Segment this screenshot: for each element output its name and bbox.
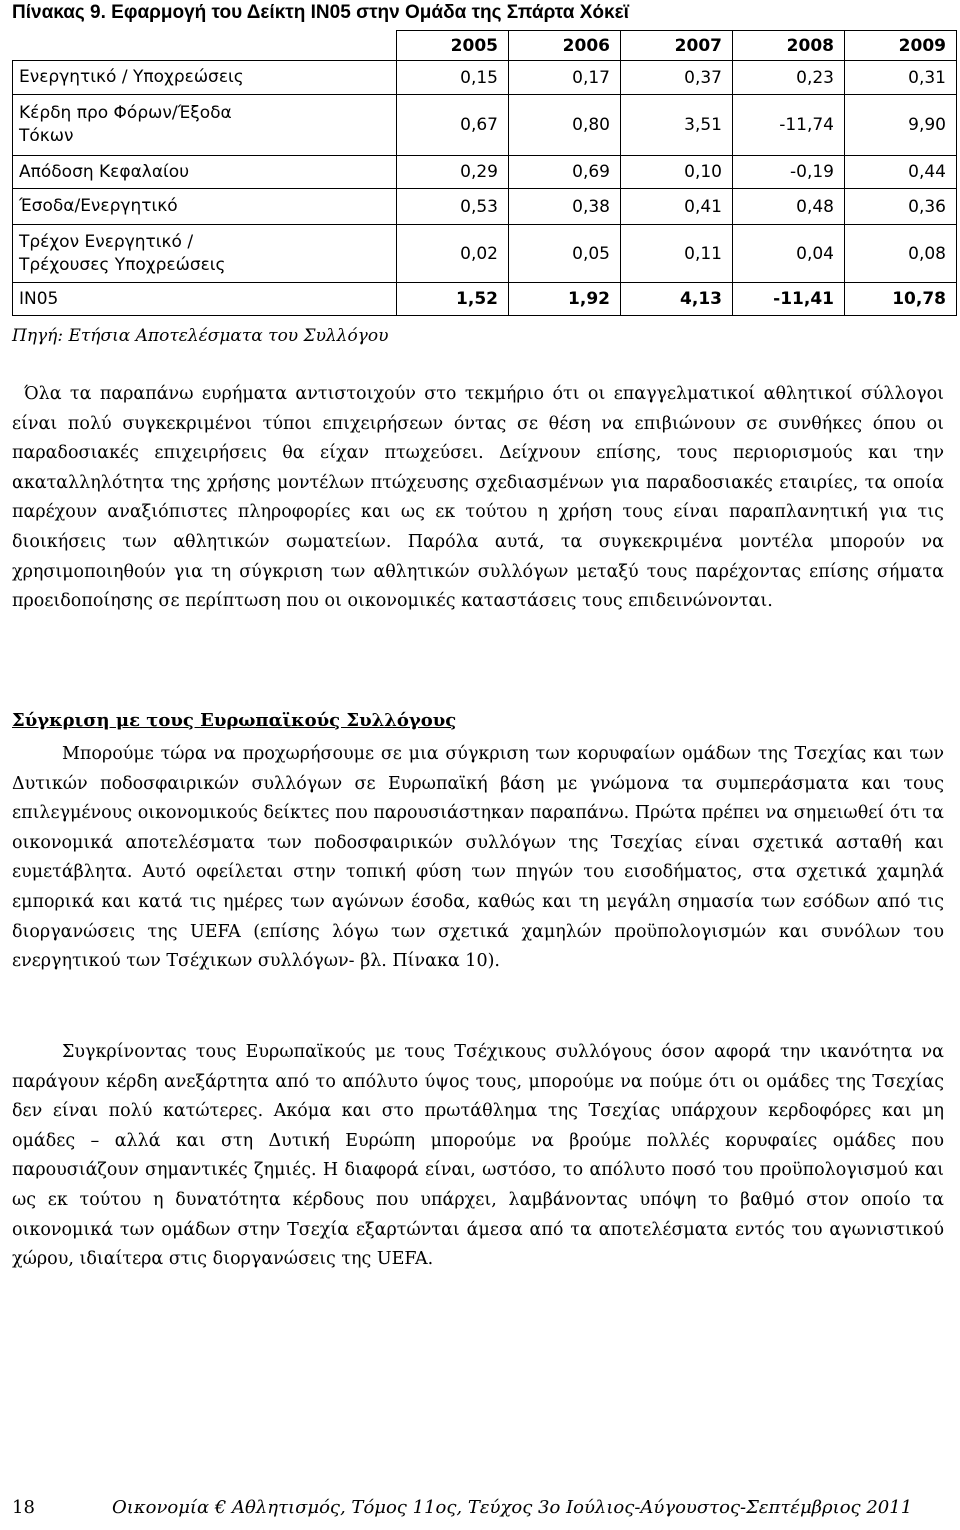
journal-reference: Οικονομία € Αθλητισμός, Τόμος 11ος, Τεύχος 3ο Ιούλιος-Αύγουστος-Σεπτέμβριος 2011 [112,1497,913,1518]
cell-value: 0,15 [397,61,509,95]
cell-value: 4,13 [621,283,733,316]
cell-value: 0,69 [509,156,621,189]
cell-value: 0,67 [397,95,509,156]
row-label-text: Κέρδη προ Φόρων/Έξοδα Τόκων [19,103,232,146]
cell-value: 0,41 [621,189,733,225]
row-label: Έσοδα/Ενεργητικό [13,189,397,225]
cell-value: 9,90 [845,95,957,156]
section-heading: Σύγκριση με τους Ευρωπαϊκούς Συλλόγους [12,710,457,731]
cell-value: 0,10 [621,156,733,189]
year-header: 2005 [397,31,509,61]
year-header: 2008 [733,31,845,61]
cell-value: 0,80 [509,95,621,156]
table-source: Πηγή: Ετήσια Αποτελέσματα του Συλλόγου [12,326,389,346]
cell-value: 0,02 [397,225,509,283]
table-row [13,95,957,156]
cell-value: 0,11 [621,225,733,283]
body-paragraph: Μπορούμε τώρα να προχωρήσουμε σε μια σύγκριση των κορυφαίων ομάδων της Τσεχίας και των Δυτικών ποδοσφαιρικών συλλόγων σε Ευρωπαϊκή βάση με γνώμονα τα συμπεράσματα και τους επιλεγμένους οικονομικούς δείκτες που παρουσιάστηκαν παραπάνω. Πρώτα πρέπει να σημειωθεί ότι τα οικονομικά αποτελέσματα των ποδοσφαιρικών συλλόγων της Τσεχίας είναι σχετικά ασταθή και ευμετάβλητα. Αυτό οφείλεται στην τοπική φύση των πηγών του εισοδήματος, στα σχετικά χαμηλά εμπορικά και κατά τις ημέρες των αγώνων έσοδα, καθώς και τη μεγάλη σημασία των εσόδων από τις διοργανώσεις της UEFA (επίσης λόγω των σχετικά χαμηλών προϋπολογισμών και συνόλων του ενεργητικού των Τσέχικων συλλόγων- βλ. Πίνακα 10). [12,744,944,972]
table-row [13,189,957,225]
year-header: 2009 [845,31,957,61]
year-header-row [13,31,957,61]
row-label-text: Τρέχον Ενεργητικό / Τρέχουσες Υποχρεώσεις [19,231,226,275]
year-header: 2007 [621,31,733,61]
cell-value: 1,92 [509,283,621,316]
cell-value: 0,29 [397,156,509,189]
table-caption: Πίνακας 9. Εφαρμογή του Δείκτη IN05 στην Ομάδα της Σπάρτα Χόκεϊ [12,2,629,23]
body-paragraph: Όλα τα παραπάνω ευρήματα αντιστοιχούν στο τεκμήριο ότι οι επαγγελματικοί αθλητικοί σύλλογοι είναι πολύ συγκεκριμένοι τύποι επιχειρήσεων όντας σε θέση να επιβιώνουν σε συνθήκες όπου οι παραδοσιακές επιχειρήσεις θα είχαν πτωχεύσει. Δείχνουν επίσης, τους περιορισμούς και την ακαταλληλότητα της χρήσης μοντέλων πτώχευσης σχεδιασμένων για παραδοσιακές εταιρίες, τα οποία παρέχουν αναξιόπιστες πληροφορίες και ως εκ τούτου η χρήση τους είναι παραπλανητική για τις διοικήσεις των αθλητικών σωματείων. Παρόλα αυτά, τα συγκεκριμένα μοντέλα μπορούν να χρησιμοποιηθούν για τη σύγκριση των αθλητικών συλλόγων μεταξύ τους παρέχοντας επίσης σήματα προειδοποίησης σε περίπτωση που οι οικονομικές καταστάσεις τους επιδεινώνονται. [12,384,944,612]
cell-value: 0,05 [509,225,621,283]
cell-value: 0,38 [509,189,621,225]
row-label: Απόδοση Κεφαλαίου [13,156,397,189]
cell-value: 0,53 [397,189,509,225]
cell-value: 0,48 [733,189,845,225]
cell-value: 1,52 [397,283,509,316]
cell-value: 0,04 [733,225,845,283]
cell-value: 0,17 [509,61,621,95]
year-header: 2006 [509,31,621,61]
page-number: 18 [12,1497,35,1518]
table-row-total [13,283,957,316]
cell-value: 0,23 [733,61,845,95]
cell-value: 0,08 [845,225,957,283]
cell-value: -0,19 [733,156,845,189]
cell-value: -11,74 [733,95,845,156]
cell-value: -11,41 [733,283,845,316]
body-paragraph: Συγκρίνοντας τους Ευρωπαϊκούς με τους Τσέχικους συλλόγους όσον αφορά την ικανότητα να παράγουν κέρδη ανεξάρτητα από το απόλυτο ύψος τους, μπορούμε να πούμε ότι οι ομάδες της Τσεχίας δεν είναι πολύ κατώτερες. Ακόμα και στο πρωτάθλημα της Τσεχίας υπάρχουν κερδοφόρες και μη ομάδες – αλλά και στη Δυτική Ευρώπη μπορούμε να βρούμε πολλές κορυφαίες ομάδες που παρουσιάζουν σημαντικές ζημιές. Η διαφορά είναι, ωστόσο, το απόλυτο ποσό του προϋπολογισμού και ως εκ τούτου η δυνατότητα κέρδους που υπάρχει, λαμβάνοντας υπόψη το βαθμό στον οποίο τα οικονομικά των ομάδων στην Τσεχία εξαρτώνται άμεσα από τα αποτελέσματα εντός του αγωνιστικού χώρου, ιδιαίτερα στις διοργανώσεις της UEFA. [12,1042,944,1270]
cell-value: 10,78 [845,283,957,316]
cell-value: 0,31 [845,61,957,95]
table-row [13,225,957,283]
cell-value: 0,44 [845,156,957,189]
row-label [13,225,397,283]
table-row [13,156,957,189]
cell-value: 0,37 [621,61,733,95]
header-corner [13,31,397,61]
row-label [13,95,397,156]
table-row [13,61,957,95]
cell-value: 0,36 [845,189,957,225]
row-label: Ενεργητικό / Υποχρεώσεις [13,61,397,95]
cell-value: 3,51 [621,95,733,156]
in05-table [12,30,957,316]
row-label: IN05 [13,283,397,316]
